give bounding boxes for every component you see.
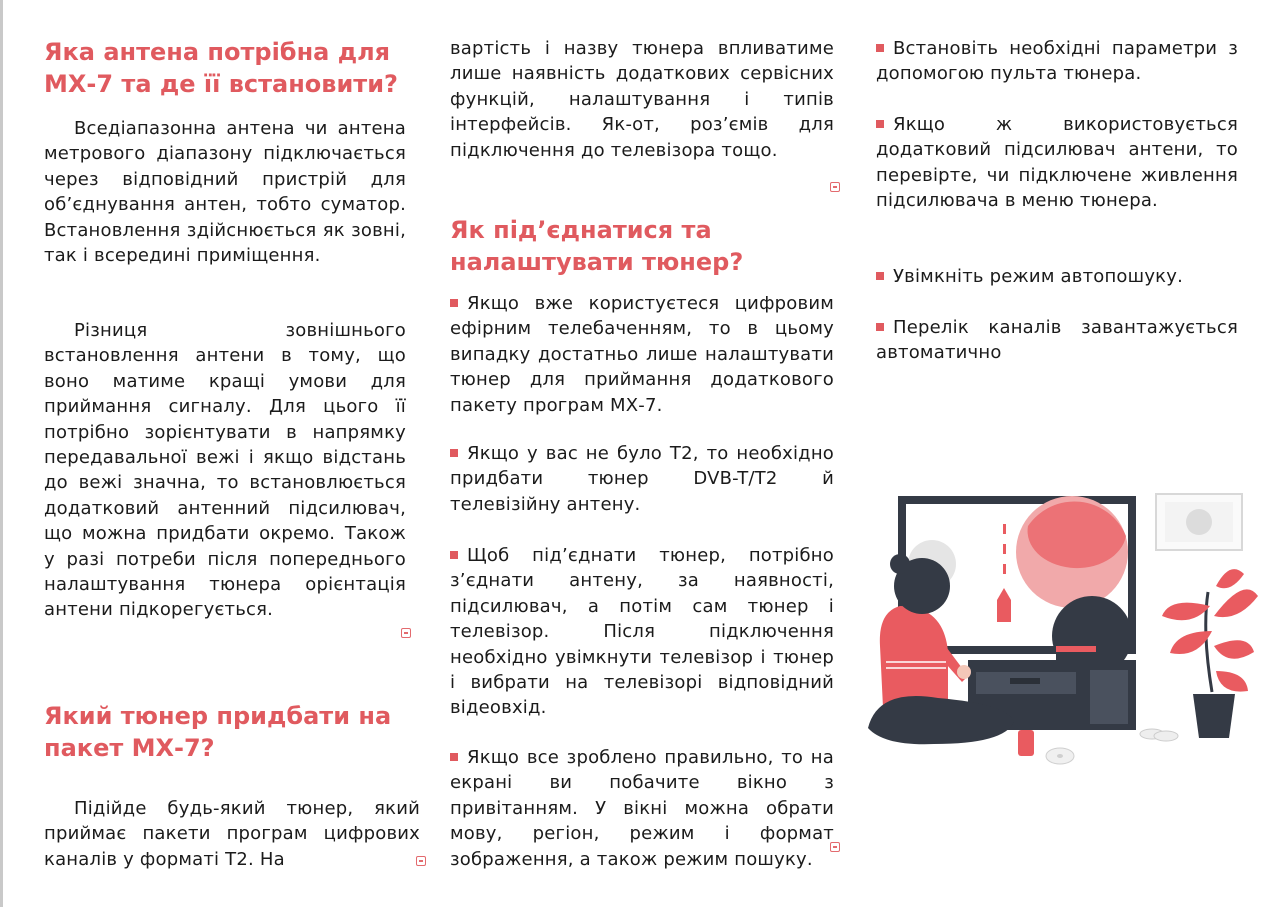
bullet-setup-2: Якщо ж використовується додатковий підсилювач антени, то перевірте, чи підключене живлення підсилювача в меню тюнера. xyxy=(876,112,1238,214)
bullet-connect-4: Якщо все зроблено правильно, то на екрані ви побачите вікно з привітанням. У вікні можна обрати мову, регіон, режим і формат зображення, а також режим пошуку. xyxy=(450,745,834,872)
paragraph-antenna-1: Вседіапазонна антена чи антена метрового діапазону підключається через відповідний пристрій для об’єднування антен, тобто суматор. Встановлення здійснюється як зовні, так і всередині приміщення. xyxy=(44,118,406,267)
bullet-connect-2: Якщо у вас не було Т2, то необхідно придбати тюнер DVB-T/T2 й телевізійну антену. xyxy=(450,441,834,517)
page-edge xyxy=(0,0,3,907)
bullet-setup-3: Увімкніть режим автопошуку. xyxy=(876,264,1238,289)
bullet-connect-1: Якщо вже користуєтеся цифровим ефірним телебаченням, то в цьому випадку достатньо лише налаштувати тюнер для приймання додаткового пакету програм МХ-7. xyxy=(450,291,834,418)
end-mark-icon xyxy=(401,628,411,638)
heading-connect: Як під’єднатися та налаштувати тюнер? xyxy=(450,216,744,276)
heading-antenna: Яка антена потрібна для МХ-7 та де її встановити? xyxy=(44,38,398,98)
end-mark-icon xyxy=(830,182,840,192)
bullet-connect-3: Щоб під’єднати тюнер, потрібно з’єднати антену, за наявності, підсилювач, а потім сам тюнер і телевізор. Після підключення необхідно увімкнути телевізор і тюнер і вибрати на телевізорі відповідний відеовхід. xyxy=(450,543,834,721)
heading-tuner: Який тюнер придбати на пакет МХ-7? xyxy=(44,702,392,762)
paragraph-tuner-cont: вартість і назву тюнера впливатиме лише наявність додаткових сервісних функцій, налаштування і типів інтерфейсів. Як-от, роз’ємів для підключення до телевізора тощо. xyxy=(450,38,834,161)
continue-mark-icon xyxy=(830,842,840,852)
person-watching-tv-illustration xyxy=(860,486,1265,776)
bullet-setup-1: Встановіть необхідні параметри з допомогою пульта тюнера. xyxy=(876,36,1238,87)
continue-mark-icon xyxy=(416,856,426,866)
paragraph-antenna-2: Різниця зовнішнього встановлення антени в тому, що воно матиме кращі умови для приймання сигналу. Для цього її потрібно зорієнтувати в напрямку передавальної вежі і якщо відстань до вежі значна, то встановлюється додатковий антенний підсилювач, що можна придбати окремо. Також у разі потреби після попереднього налаштування тюнера орієнтація антени підкорегується. xyxy=(44,320,406,621)
paragraph-tuner: Підійде будь-який тюнер, який приймає пакети програм цифрових каналів у форматі Т2. На xyxy=(44,798,420,870)
bullet-setup-4: Перелік каналів завантажується автоматично xyxy=(876,315,1238,366)
